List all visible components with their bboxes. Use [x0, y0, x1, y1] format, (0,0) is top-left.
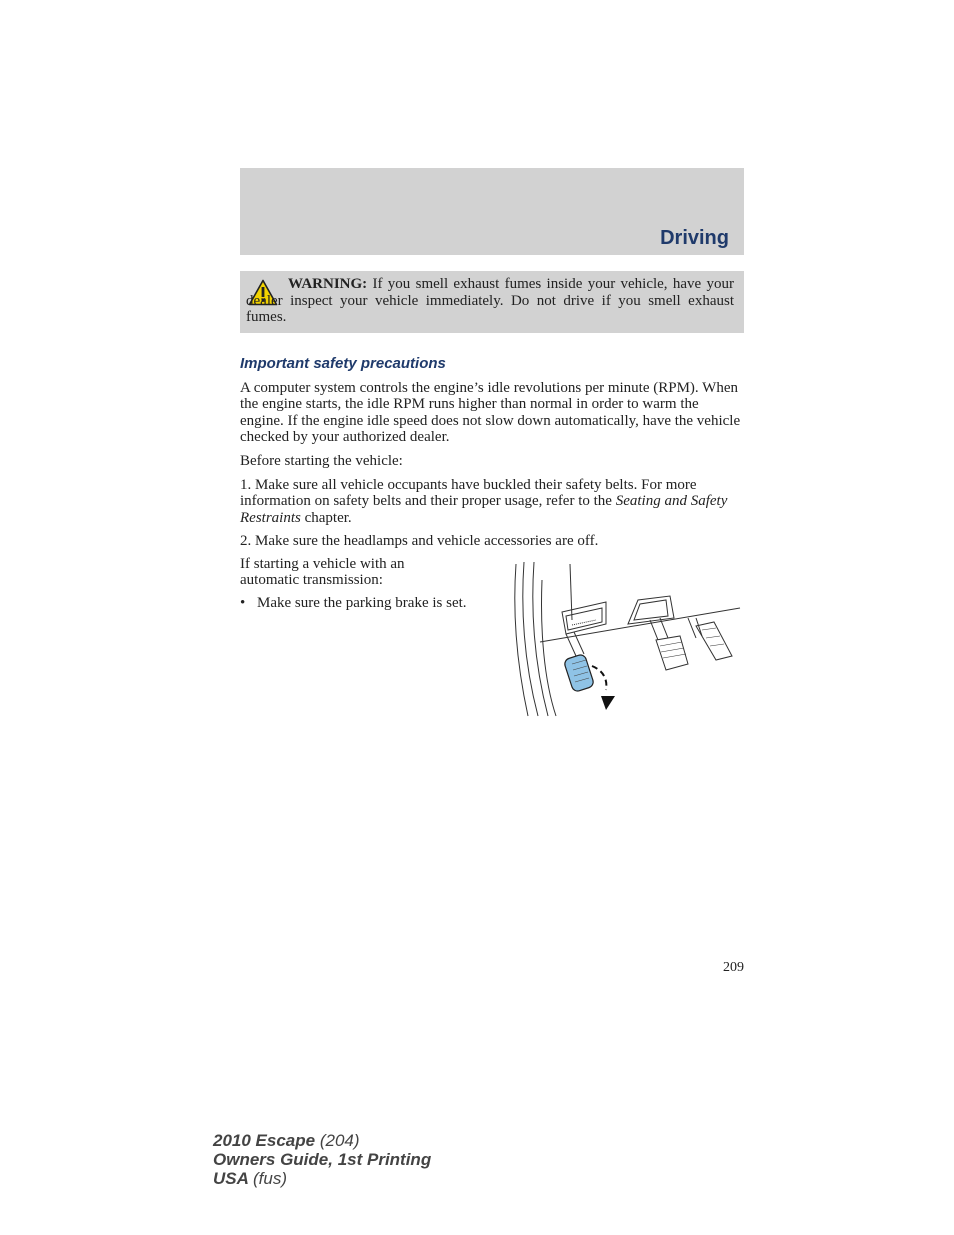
warning-body: If you smell exhaust fumes inside your vehicle, have your dealer inspect your vehicle immediately. Do not drive if you smell exhaust fumes.: [246, 276, 735, 325]
parking-brake-pedal-illustration: [510, 560, 744, 718]
footer-market-code: (fus): [253, 1169, 287, 1188]
automatic-paragraph: If starting a vehicle with an automatic transmission:: [240, 556, 405, 589]
bullet-dot: •: [240, 595, 246, 611]
footer-line-3: [213, 1169, 431, 1188]
footer-model-code: (204): [319, 1131, 360, 1150]
step-1-suffix: chapter.: [300, 509, 352, 526]
bullet-text: Make sure the parking brake is set.: [257, 595, 467, 611]
step-2-paragraph: 2. Make sure the headlamps and vehicle accessories are off.: [240, 533, 599, 549]
footer-line-1: [213, 1131, 431, 1150]
before-starting-paragraph: Before starting the vehicle:: [240, 453, 403, 469]
step-1-text: 1. Make sure all vehicle occupants have buckled their safety belts. For more information on safety belts and their proper usage, refer to the: [240, 477, 697, 510]
step-1-paragraph: [240, 477, 744, 526]
intro-paragraph: A computer system controls the engine’s idle revolutions per minute (RPM). When the engine starts, the idle RPM runs higher than normal in order to warm the engine. If the engine idle speed does not slow down automatically, have the vehicle checked by your authorized dealer.: [240, 380, 741, 446]
footer-imprint: [213, 1131, 431, 1188]
footer-market: USA: [213, 1169, 249, 1188]
warning-box: [240, 271, 744, 333]
section-header-band: [240, 168, 744, 255]
footer-line-2: Owners Guide, 1st Printing: [213, 1150, 432, 1169]
bullet-list-item: [240, 595, 480, 611]
warning-text: [246, 276, 734, 326]
footer-model: 2010 Escape: [213, 1131, 316, 1150]
page-number: 209: [723, 960, 744, 975]
warning-label: WARNING:: [288, 276, 368, 292]
chapter-reference: Seating and Safety Restraints: [240, 493, 728, 526]
subheading: Important safety precautions: [240, 355, 446, 372]
section-title: Driving: [660, 227, 729, 249]
